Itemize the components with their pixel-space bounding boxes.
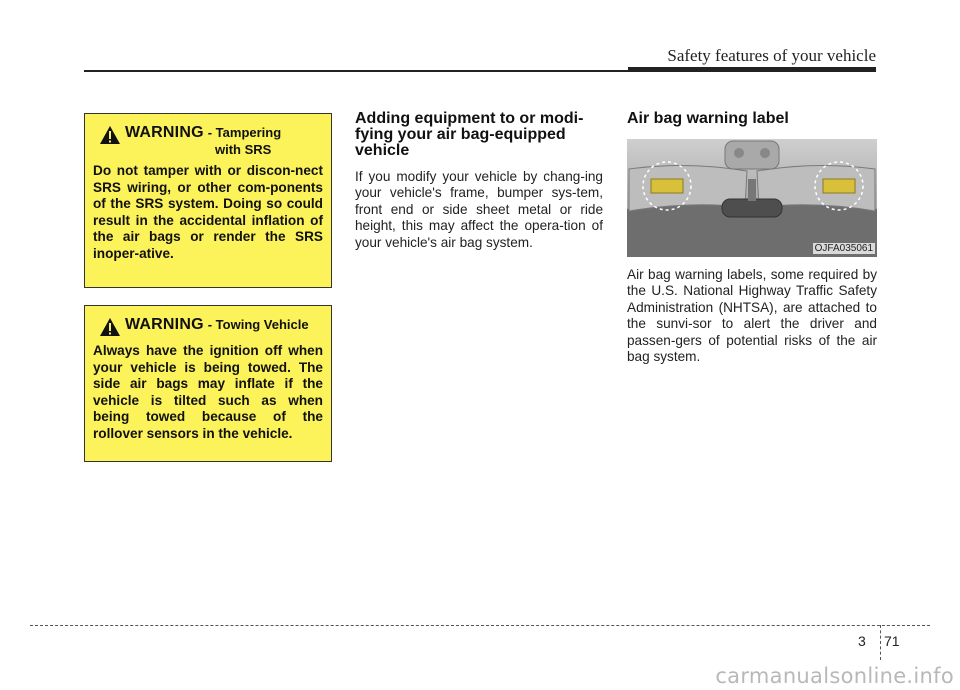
- section-title: Air bag warning label: [627, 110, 789, 127]
- warning-header: [99, 124, 323, 157]
- section-airbag-warning-label: [627, 111, 877, 365]
- chapter-number: 3: [858, 633, 866, 649]
- warning-subtitle-line2: with SRS: [215, 142, 272, 157]
- warning-label: WARNING: [125, 316, 204, 333]
- warning-triangle-icon: [99, 317, 121, 337]
- warning-label: WARNING: [125, 124, 204, 141]
- section-adding-equipment: [355, 111, 603, 251]
- section-body: Air bag warning labels, some required by the U.S. National Highway Traffic Safety Administration (NHTSA), are attached to the sunvi-sor to alert the driver and passen-gers of potential risks of the air bag system.: [627, 267, 877, 365]
- footer-rule: [30, 625, 930, 626]
- section-body: If you modify your vehicle by chang-ing your vehicle's frame, bumper sys-tem, front end or side sheet metal or ride height, this may affect the opera-tion of your vehicle's air bag system.: [355, 169, 603, 250]
- image-caption: OJFA035061: [814, 243, 873, 254]
- header-title: Safety features of your vehicle: [667, 46, 876, 65]
- watermark: carmanualsonline.info: [715, 664, 954, 688]
- footer-divider: [880, 625, 881, 660]
- warning-box-towing: [84, 305, 332, 462]
- page-number: 71: [884, 633, 900, 649]
- sunvisor-photo: [627, 139, 877, 257]
- header-rule-accent: [628, 67, 876, 72]
- warning-subtitle: - Towing Vehicle: [207, 317, 309, 332]
- warning-body: Do not tamper with or discon-nect SRS wiring, or other com-ponents of the SRS system. Doing so could result in the accidental inflation of the air bags or render the SRS inoper-ative.: [93, 163, 323, 261]
- warning-body: Always have the ignition off when your vehicle is being towed. The side air bags may inflate if the vehicle is tilted such as when being towed because of the rollover sensors in the vehicle.: [93, 343, 323, 441]
- warning-triangle-icon: [99, 125, 121, 145]
- warning-box-tampering: [84, 113, 332, 288]
- warning-subtitle: - Tampering: [207, 125, 282, 140]
- sunvisor-illustration: [627, 139, 877, 257]
- warning-header: [99, 316, 323, 337]
- section-title: Adding equipment to or modi-fying your air bag-equipped vehicle: [355, 110, 584, 159]
